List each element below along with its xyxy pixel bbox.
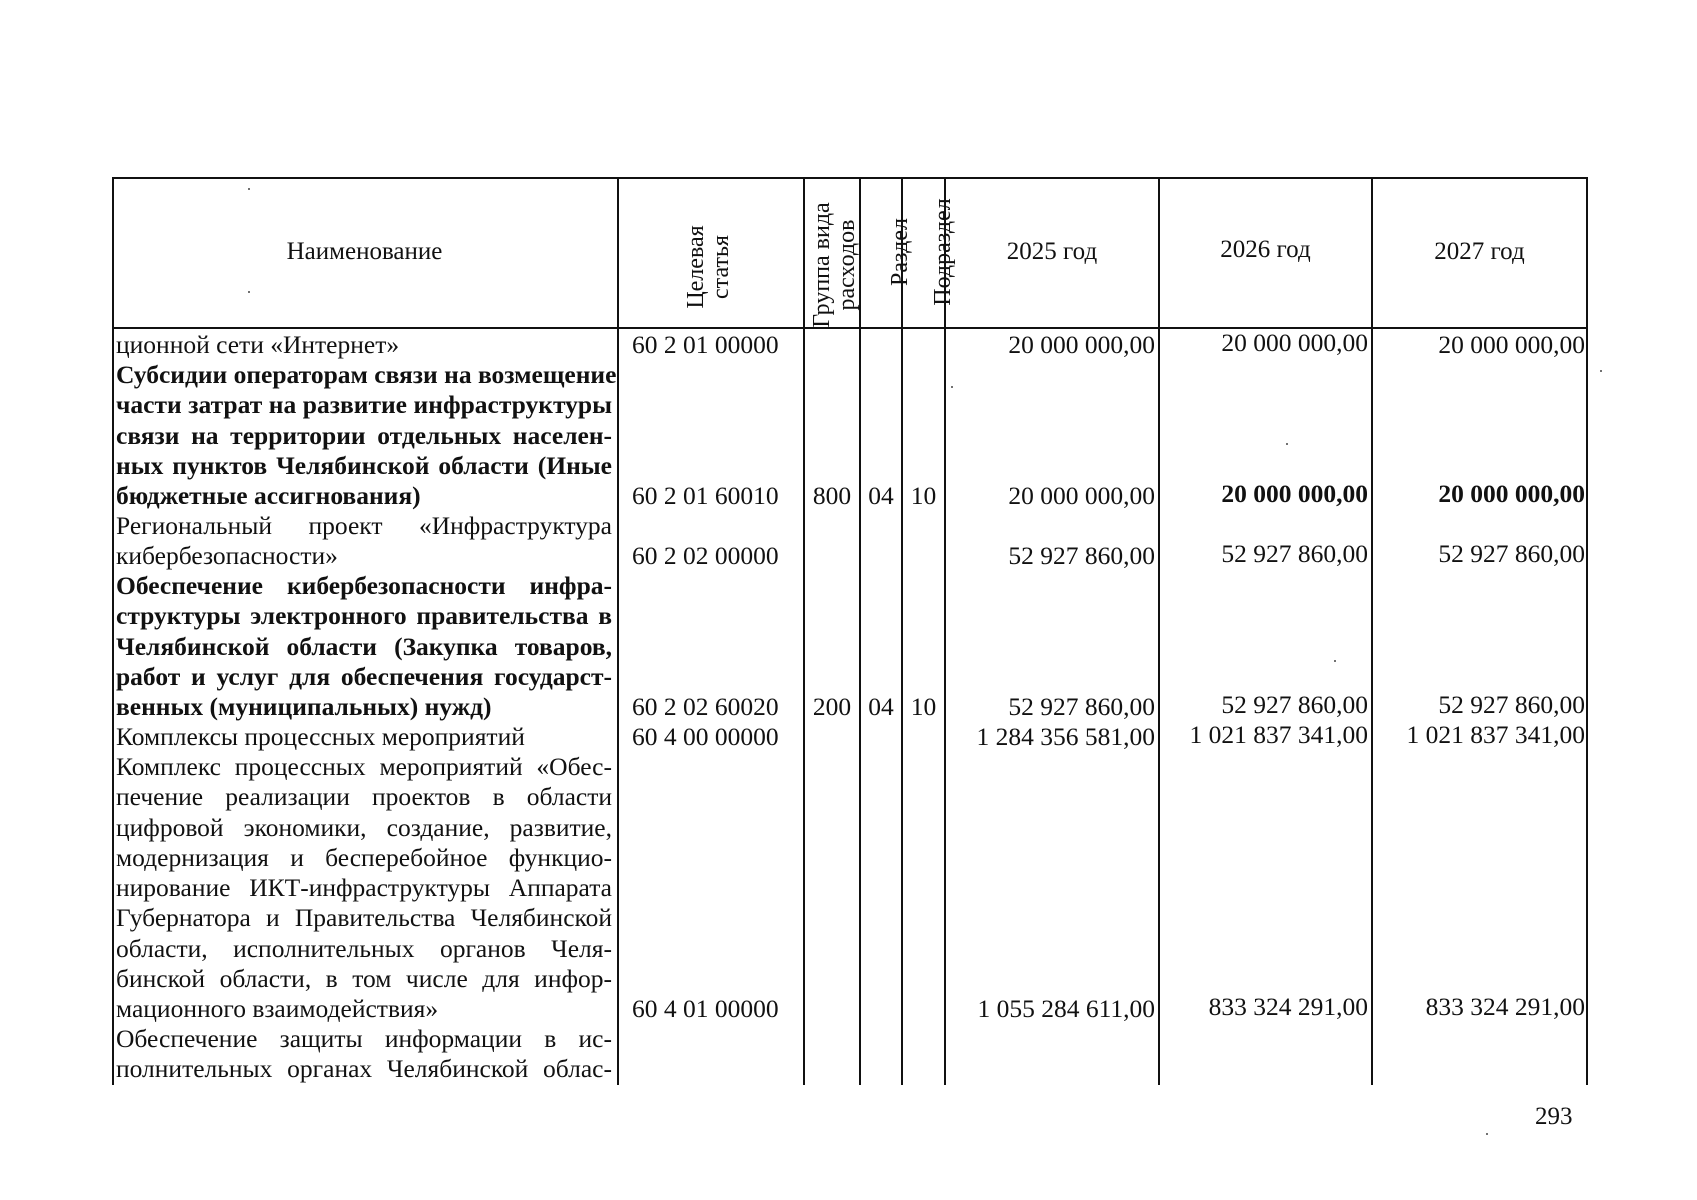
row-2026: 20 000 000,00 — [1221, 328, 1368, 357]
header-subsection: Подраздел — [930, 198, 956, 306]
header-2025: 2025 год — [1006, 238, 1098, 265]
row-name-line: печение реализации проектов в области — [116, 782, 612, 812]
row-2026: 1 021 837 341,00 — [1189, 720, 1368, 749]
col-border-article — [803, 177, 805, 1085]
row-name-line: бинской области, в том числе для инфор- — [116, 964, 612, 994]
row-2026: 52 927 860,00 — [1221, 539, 1368, 568]
row-2026: 833 324 291,00 — [1208, 992, 1368, 1021]
row-name-line: Субсидии операторам связи на возмещение — [116, 360, 617, 389]
header-expense-group-line2: расходов — [834, 219, 860, 311]
row-name-line: Обеспечение защиты информации в ис- — [116, 1024, 612, 1053]
row-name-line: Комплексы процессных мероприятий — [116, 722, 525, 751]
row-subsection: 10 — [910, 692, 937, 721]
row-name-line: Челябинской области (Закупка товаров, — [116, 631, 612, 661]
table-row — [116, 571, 612, 722]
col-border-2025 — [1158, 177, 1160, 1085]
row-subsection: 10 — [910, 481, 937, 510]
col-border-2026 — [1371, 177, 1373, 1085]
header-name: Наименование — [286, 238, 443, 265]
row-article: 60 2 02 00000 — [632, 541, 779, 570]
row-name-line: ных пунктов Челябинской области (Иные — [116, 450, 612, 480]
row-2027: 833 324 291,00 — [1425, 992, 1585, 1021]
table-row — [116, 330, 612, 360]
row-section: 04 — [868, 481, 894, 510]
row-name-line: полнительных органах Челябинской облас- — [116, 1054, 612, 1084]
row-name-line: нирование ИКТ-инфраструктуры Аппарата — [116, 873, 612, 903]
row-2027: 20 000 000,00 — [1438, 330, 1585, 359]
row-name-line: ционной сети «Интернет» — [116, 330, 400, 359]
row-name-line: Комплекс процессных мероприятий «Обес- — [116, 752, 612, 781]
row-2025: 20 000 000,00 — [1008, 481, 1155, 510]
col-border-left — [112, 177, 114, 1085]
header-section: Раздел — [887, 218, 913, 286]
budget-table — [112, 177, 1588, 1085]
row-2025: 20 000 000,00 — [1008, 330, 1155, 359]
row-group: 800 — [812, 481, 852, 510]
header-expense-group — [810, 198, 862, 332]
row-name-line: работ и услуг для обеспечения государст- — [116, 661, 612, 691]
row-name-line: Губернатора и Правительства Челябинской — [116, 903, 612, 933]
row-name-line: Обеспечение кибербезопасности инфра- — [116, 571, 612, 600]
header-2026: 2026 год — [1220, 236, 1311, 263]
table-row — [116, 360, 617, 511]
row-section: 04 — [868, 692, 894, 721]
row-name-line: связи на территории отдельных населен- — [116, 420, 612, 450]
row-name-line: модернизация и бесперебойное функцио- — [116, 842, 612, 872]
row-2026: 20 000 000,00 — [1221, 479, 1368, 508]
row-2025: 1 055 284 611,00 — [977, 994, 1155, 1023]
header-expense-group-line1: Группа вида — [809, 202, 835, 328]
row-name-line: цифровой экономики, создание, развитие, — [116, 812, 612, 842]
table-row — [116, 752, 612, 1025]
row-article: 60 2 01 00000 — [632, 330, 779, 359]
row-2026: 52 927 860,00 — [1221, 690, 1368, 719]
table-row — [116, 722, 612, 752]
row-group: 200 — [812, 692, 852, 721]
table-row — [116, 1024, 612, 1085]
row-name-line: части затрат на развитие инфраструктуры — [116, 390, 612, 420]
header-target-article-line1: Целевая — [683, 225, 709, 309]
col-border-right — [1586, 177, 1588, 1085]
row-article: 60 2 02 60020 — [632, 692, 779, 721]
table-top-border — [112, 177, 1588, 179]
row-name-line: Региональный проект «Инфраструктура — [116, 511, 612, 540]
header-2027: 2027 год — [1434, 238, 1525, 265]
scan-speck — [1600, 370, 1602, 372]
row-2027: 52 927 860,00 — [1438, 539, 1585, 568]
row-2025: 52 927 860,00 — [1008, 692, 1155, 721]
row-name-line: бюджетные ассигнования) — [116, 481, 421, 511]
table-row — [116, 511, 612, 572]
row-2025: 1 284 356 581,00 — [976, 722, 1155, 751]
scan-speck — [1286, 443, 1288, 445]
row-article: 60 4 01 00000 — [632, 994, 779, 1023]
row-article: 60 4 00 00000 — [632, 722, 779, 751]
scan-speck — [248, 291, 250, 293]
header-target-article-line2: статья — [708, 235, 734, 299]
header-target-article — [684, 222, 740, 312]
scan-speck — [248, 188, 250, 190]
row-2025: 52 927 860,00 — [1008, 541, 1155, 570]
scan-speck — [1486, 1133, 1488, 1135]
col-border-name — [617, 177, 619, 1085]
page-number: 293 — [1535, 1103, 1573, 1130]
scan-speck — [951, 386, 953, 388]
row-2027: 1 021 837 341,00 — [1406, 720, 1585, 749]
col-border-section — [901, 177, 903, 1085]
row-article: 60 2 01 60010 — [632, 481, 779, 510]
row-name-line: кибербезопасности» — [116, 541, 338, 571]
row-name-line: области, исполнительных органов Челя- — [116, 933, 612, 963]
row-name-line: венных (муниципальных) нужд) — [116, 692, 492, 722]
row-name-line: структуры электронного правительства в — [116, 601, 612, 631]
row-2027: 52 927 860,00 — [1438, 690, 1585, 719]
scan-speck — [1334, 660, 1336, 662]
row-name-line: мационного взаимодействия» — [116, 994, 439, 1024]
row-2027: 20 000 000,00 — [1438, 479, 1585, 508]
